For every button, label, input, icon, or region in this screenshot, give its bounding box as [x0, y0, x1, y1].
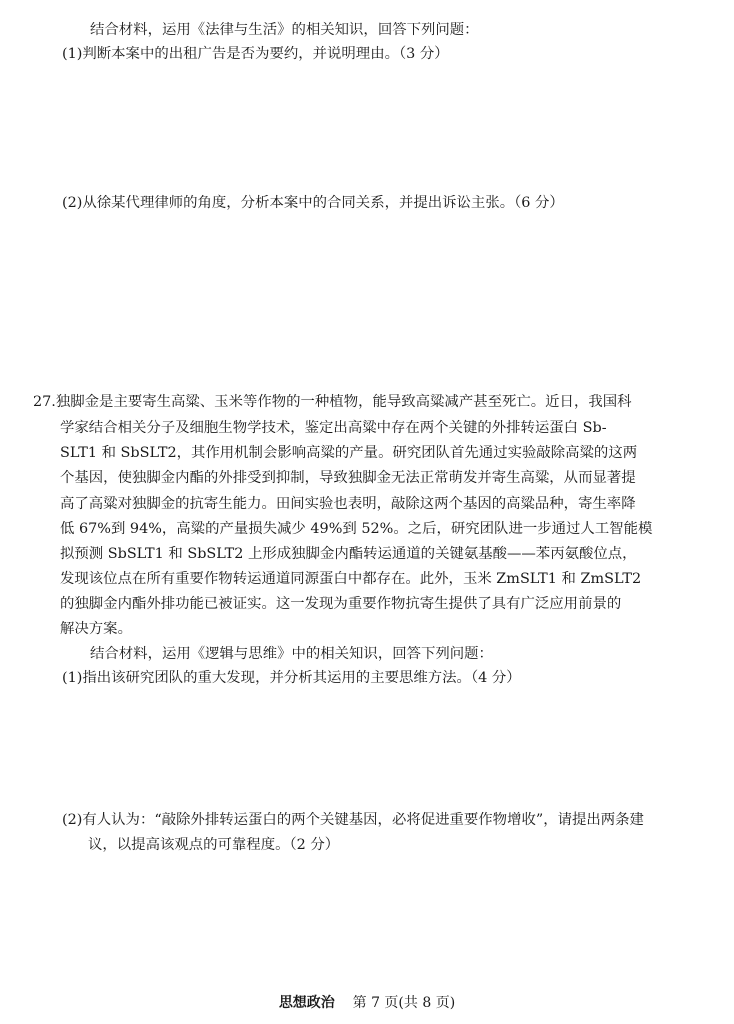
section1-question-1: (1)判断本案中的出租广告是否为要约，并说明理由。（3 分） — [62, 46, 449, 62]
q27-material-line-6: 低 67%到 94%，高粱的产量损失减少 49%到 52%。之后，研究团队进一步通过人工智能模 — [60, 521, 653, 537]
q27-question-1: (1)指出该研究团队的重大发现，并分析其运用的主要思维方法。（4 分） — [62, 670, 521, 686]
q27-question-2-line-1: (2)有人认为：“敲除外排转运蛋白的两个关键基因，必将促进重要作物增收”，请提出两条建 — [62, 812, 644, 828]
q27-material-line-5: 高了高粱对独脚金的抗寄生能力。田间实验也表明，敲除这两个基因的高粱品种，寄生率降 — [60, 496, 636, 512]
q27-material-line-2: 学家结合相关分子及细胞生物学技术，鉴定出高粱中存在两个关键的外排转运蛋白 Sb- — [60, 420, 607, 436]
footer-subject: 思想政治 — [278, 995, 335, 1011]
q27-material-line-7: 拟预测 SbSLT1 和 SbSLT2 上形成独脚金内酯转运通道的关键氨基酸——苯丙氨酸位点， — [60, 546, 637, 562]
page-footer — [0, 994, 734, 1012]
q27-material-line-9: 的独脚金内酯外排功能已被证实。这一发现为重要作物抗寄生提供了具有广泛应用前景的 — [60, 596, 622, 612]
q27-intro: 结合材料，运用《逻辑与思维》中的相关知识，回答下列问题： — [90, 646, 493, 662]
footer-page-number: 第 7 页(共 8 页) — [352, 995, 456, 1011]
q27-material-line-3: SLT1 和 SbSLT2，其作用机制会影响高粱的产量。研究团队首先通过实验敲除高粱的这两 — [60, 445, 638, 461]
q27-material-line-8: 发现该位点在所有重要作物转运通道同源蛋白中都存在。此外，玉米 ZmSLT1 和 ZmSLT2 — [60, 571, 642, 587]
section1-intro: 结合材料，运用《法律与生活》的相关知识，回答下列问题： — [90, 22, 479, 38]
q27-material-line-10: 解决方案。 — [60, 621, 132, 637]
q27-material-line-1: 27.独脚金是主要寄生高粱、玉米等作物的一种植物，能导致高粱减产甚至死亡。近日，我国科 — [33, 394, 632, 410]
q27-material-line-4: 个基因，使独脚金内酯的外排受到抑制，导致独脚金无法正常萌发并寄生高粱，从而显著提 — [60, 470, 636, 486]
q27-question-2-line-2: 议，以提高该观点的可靠程度。（2 分） — [88, 837, 340, 853]
section1-question-2: (2)从徐某代理律师的角度，分析本案中的合同关系，并提出诉讼主张。（6 分） — [62, 195, 564, 211]
